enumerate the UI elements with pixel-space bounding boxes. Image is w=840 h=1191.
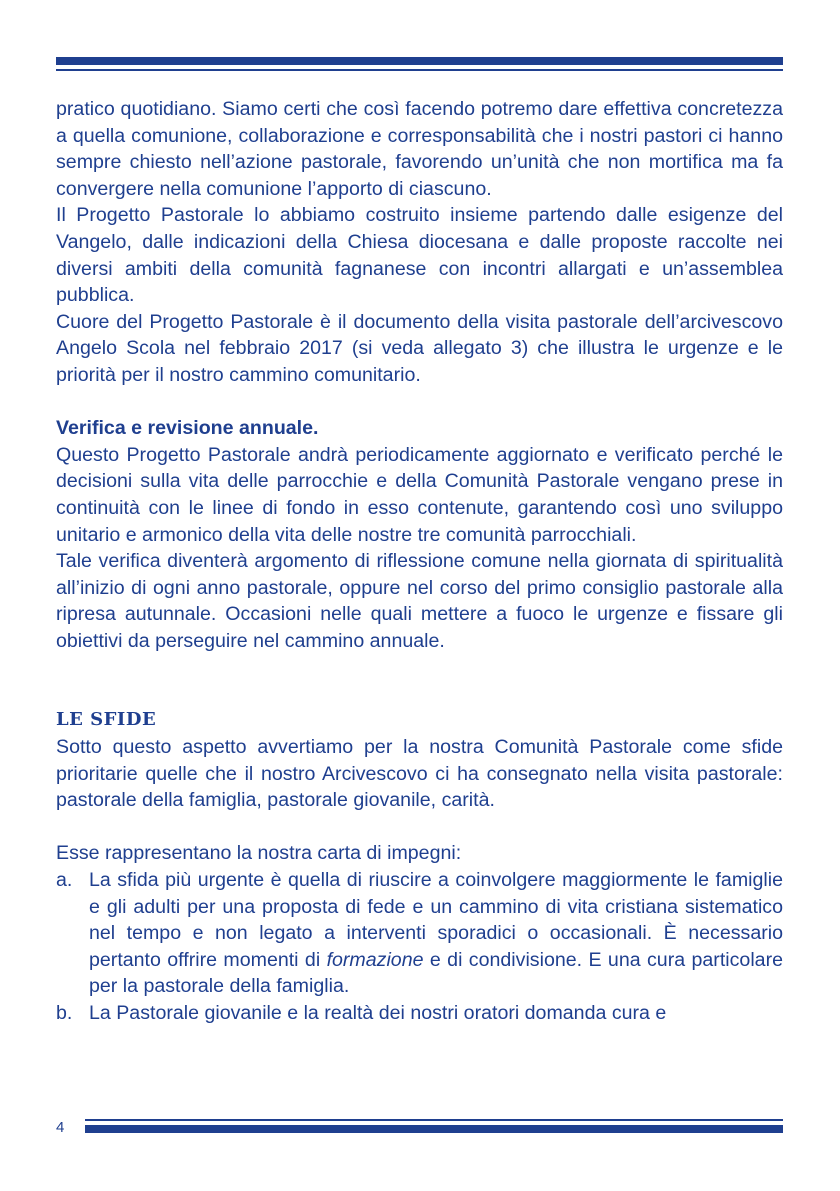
intro-paragraph-3: Cuore del Progetto Pastorale è il documento della visita pastorale dell’arcivescovo Angelo Scola nel febbraio 2017 (si veda allegato 3) che illustra le urgenze e le priorità per il nostro cammino comunitario. <box>56 310 783 386</box>
list-item <box>56 1000 783 1027</box>
challenges-paragraph-1: Sotto questo aspetto avvertiamo per la nostra Comunità Pastorale come sfide prioritarie quelle che il nostro Arcivescovo ci ha consegnato nella visita pastorale: pastorale della famiglia, pastorale giovanile, carità. <box>56 736 783 812</box>
page-number: 4 <box>56 1119 65 1136</box>
list-item-emphasis: formazione <box>326 948 424 971</box>
header-rule-thin <box>56 69 783 71</box>
spacer <box>56 814 783 841</box>
page-body <box>56 96 783 1027</box>
footer-rule-thin <box>85 1119 783 1121</box>
challenges-list <box>56 867 783 1027</box>
list-marker: a. <box>56 869 73 892</box>
footer-rule-thick <box>85 1125 783 1133</box>
list-marker: b. <box>56 1002 73 1024</box>
header-rule-thick <box>56 57 783 65</box>
intro-paragraph-1: pratico quotidiano. Siamo certi che così facendo potremo dare effettiva concretezza a quella comunione, collaborazione e corresponsabilità che i nostri pastori ci hanno sempre chiesto nell’azione pastorale, favorendo un’unità che non mortifica ma fa convergere nella comunione l’apporto di ciascuno. <box>56 98 783 200</box>
verification-paragraph-1: Questo Progetto Pastorale andrà periodicamente aggiornato e verificato perché le decisioni sulla vita delle parrocchie e della Comunità Pastorale vengano prese in continuità con le linee di fondo in esso contenute, garantendo così uno sviluppo unitario e armonico della vita delle nostre tre comunità parrocchiali. <box>56 443 783 546</box>
challenges-paragraph-2: Esse rappresentano la nostra carta di impegni: <box>56 842 462 865</box>
spacer <box>56 389 783 416</box>
spacer <box>56 654 783 707</box>
verification-paragraph-2: Tale verifica diventerà argomento di riflessione comune nella giornata di spiritualità all’inizio di ogni anno pastorale, oppure nel corso del primo consiglio pastorale alla ripresa autunnale. Occasioni nelle quali mettere a fuoco le urgenze e fissare gli obiettivi da perseguire nel cammino annuale. <box>56 550 783 652</box>
list-item-text: La Pastorale giovanile e la realtà dei nostri oratori domanda cura e <box>89 1002 667 1024</box>
intro-paragraph-2: Il Progetto Pastorale lo abbiamo costruito insieme partendo dalle esigenze del Vangelo, dalle indicazioni della Chiesa diocesana e dalle proposte raccolte nei diversi ambiti della comunità fagnanese con incontri allargati e un’assemblea pubblica. <box>56 204 783 307</box>
list-item <box>56 867 783 1000</box>
challenges-heading: LE SFIDE <box>56 709 157 731</box>
list-item-text: La sfida più urgente è quella di riuscire a coinvolgere maggiormente le famiglie e gli adulti per una proposta di fede e un cammino di vita cristiana sistematico nel tempo e non legato a interventi sporadici o occasionali. È necessario pertanto offrire momenti di <box>89 869 783 971</box>
verification-heading: Verifica e revisione annuale. <box>56 417 319 440</box>
list-item-text: e di condivisione. E una cura particolare per la pastorale della famiglia. <box>89 948 783 998</box>
